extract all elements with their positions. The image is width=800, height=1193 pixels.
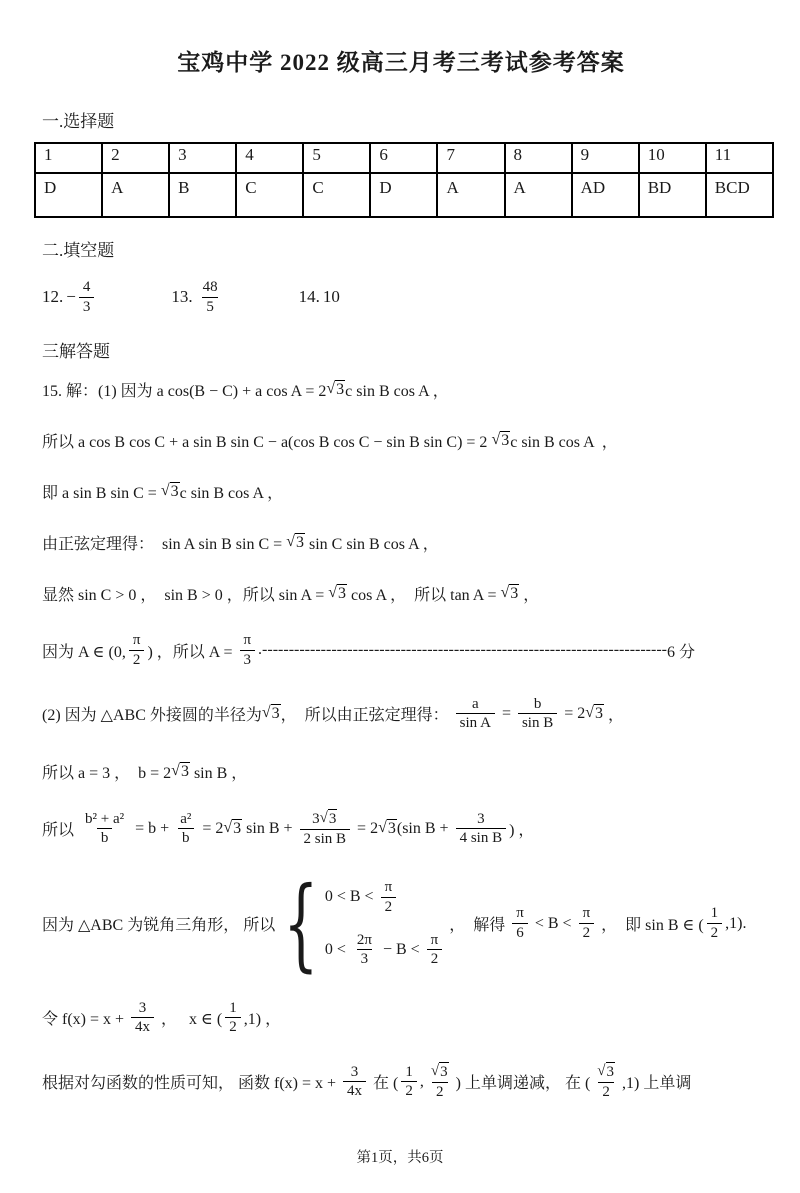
fraction-numerator [468, 695, 483, 714]
math-text: 2 [132, 651, 141, 668]
blank-value [196, 278, 225, 317]
square-root [501, 584, 520, 603]
fraction [518, 695, 557, 734]
blank-value [323, 287, 340, 307]
solution-line-12 [42, 1062, 760, 1102]
blank-answers-row [42, 271, 760, 323]
fraction-numerator [530, 695, 546, 714]
question-number-cell: 5 [303, 143, 370, 173]
math-text: = 2 [560, 704, 586, 722]
solution-line-1 [42, 376, 760, 402]
math-text: ---------------------------------------------------------------------------- [262, 641, 667, 659]
question-number-cell: 1 [35, 143, 102, 173]
math-text: 10 [322, 287, 340, 306]
square-root [378, 819, 397, 838]
fraction-numerator [79, 278, 95, 297]
question-number-cell: 10 [639, 143, 706, 173]
math-text: 所以 [42, 822, 79, 840]
math-text: − B < [378, 940, 424, 958]
radicand: 3 [501, 431, 510, 449]
radicand: 3 [271, 705, 280, 723]
question-number-cell: 9 [572, 143, 639, 173]
math-text: ) ， [509, 822, 535, 840]
fraction-numerator [347, 1063, 363, 1082]
math-text: 3 [243, 651, 251, 668]
math-text: 2 [436, 1083, 444, 1100]
math-text: = 2 [198, 819, 224, 837]
math-text: ) 上单调递减， 在 ( [455, 1075, 591, 1093]
fraction-denominator [202, 297, 218, 317]
answer-cell: C [303, 173, 370, 217]
math-text: 所以 a = 3 ， b = 2 [42, 764, 172, 782]
fraction-numerator [239, 631, 255, 650]
math-text: 由正弦定理得： sin A sin B sin C = [42, 535, 287, 553]
math-text: b [533, 695, 542, 712]
math-text: . [258, 641, 263, 659]
answer-cell: D [35, 173, 102, 217]
fraction [199, 278, 222, 317]
cases-row [325, 878, 445, 917]
square-root [431, 1062, 449, 1082]
math-text: sin C sin B cos A ， [304, 535, 439, 553]
answer-cell: A [437, 173, 504, 217]
cases-rows [325, 878, 445, 969]
math-text: 显然 sin C > 0 ， sin B > 0 ，所以 sin A = [42, 586, 329, 604]
square-root [597, 1062, 615, 1082]
radicand: 3 [338, 584, 347, 602]
math-text: ,1) 上单调 [622, 1075, 692, 1093]
math-text: 5 [206, 298, 214, 315]
fraction-denominator [512, 923, 528, 943]
question-number-cell: 7 [437, 143, 504, 173]
solution-line-5 [42, 580, 760, 606]
math-text: 2 [602, 1083, 610, 1100]
square-root [328, 584, 347, 603]
math-text: π [243, 632, 252, 648]
math-text: 根据对勾函数的性质可知， 函数 f(x) = x + [42, 1075, 341, 1093]
radical-sign: √ [171, 761, 180, 779]
math-text: ,1). [725, 914, 747, 932]
math-text: 3 [350, 1063, 359, 1080]
fraction-denominator [432, 1082, 448, 1102]
answer-cell: BD [639, 173, 706, 217]
math-text: 0 < [324, 940, 350, 958]
answer-cell: A [505, 173, 572, 217]
fraction [81, 810, 128, 849]
math-text: ， [519, 586, 540, 604]
fraction-denominator [456, 828, 507, 848]
fraction-numerator [473, 810, 489, 829]
math-text: 3 [312, 810, 320, 827]
radicand: 3 [336, 380, 345, 398]
radical-sign: √ [500, 583, 510, 601]
math-text: − [66, 287, 76, 306]
fraction [427, 1062, 453, 1102]
math-text: 2 [384, 898, 393, 915]
square-root [286, 533, 305, 552]
math-text: 2 [710, 925, 719, 941]
choice-answers-table [34, 142, 774, 218]
fraction-numerator [225, 999, 241, 1018]
fraction [707, 904, 723, 943]
math-text: a [471, 695, 479, 712]
math-text: < B < [530, 914, 576, 932]
solution-line-4 [42, 529, 760, 555]
question-number-cell: 3 [169, 143, 236, 173]
fraction [381, 878, 397, 917]
math-text: 4x [347, 1083, 363, 1100]
fraction-denominator [300, 829, 351, 849]
fraction-numerator [81, 810, 128, 829]
blank-label: 12. [42, 287, 64, 306]
math-text: b [100, 830, 109, 847]
radicand: 3 [295, 533, 304, 551]
math-text: 3 [360, 951, 369, 968]
math-text: sin B + [242, 819, 297, 837]
fraction-denominator [240, 650, 256, 670]
math-text: π [430, 931, 439, 948]
radical-sign: √ [326, 379, 336, 397]
answer-cell: A [102, 173, 169, 217]
math-text: 2π [356, 931, 372, 948]
math-text: = b + [131, 819, 174, 837]
math-text: c sin B cos A ， [510, 433, 618, 451]
solution-line-7 [42, 695, 760, 734]
math-text: 2 [229, 1019, 237, 1036]
math-text: π [582, 905, 591, 922]
math-text: 在 ( [369, 1075, 399, 1093]
fraction-denominator [357, 949, 373, 969]
fraction [512, 904, 528, 943]
fraction-denominator [129, 650, 145, 670]
math-text: 1 [405, 1063, 413, 1080]
fraction-denominator [598, 1082, 614, 1102]
math-text: 3 [477, 810, 485, 827]
fraction [79, 278, 95, 317]
square-root [223, 819, 242, 838]
solution-line-3 [42, 478, 760, 504]
math-text: sin B [521, 715, 554, 732]
fraction-numerator [135, 999, 151, 1018]
fraction [427, 931, 443, 970]
math-text: 48 [202, 278, 218, 295]
question-number-cell: 8 [505, 143, 572, 173]
answer-cell: AD [572, 173, 639, 217]
fraction [456, 810, 507, 849]
fraction [131, 999, 154, 1038]
fraction [300, 809, 351, 849]
math-text: 4 sin B [459, 830, 503, 847]
math-text: ， 即 sin B ∈ ( [597, 917, 704, 934]
radical-sign: √ [261, 704, 271, 722]
fraction-denominator [225, 1017, 241, 1037]
math-text: 因为 △ABC 为锐角三角形， 所以 [42, 917, 276, 934]
blank-answer-14 [299, 287, 340, 307]
math-text: b [182, 830, 190, 847]
square-root [171, 762, 190, 781]
fraction-denominator [381, 897, 397, 917]
square-root [326, 380, 345, 399]
math-text: b² + a² [85, 810, 125, 827]
math-text: (2) 因为 △ABC 外接圆的半径为 [42, 707, 262, 725]
fraction-numerator [427, 931, 443, 950]
square-root [320, 809, 338, 829]
fraction-numerator [579, 904, 595, 923]
fraction-numerator [308, 809, 341, 829]
math-text: 4 [82, 278, 91, 295]
square-root [585, 704, 604, 723]
fraction-numerator [381, 878, 397, 897]
question-number-cell: 6 [370, 143, 437, 173]
math-text: 2 [430, 951, 439, 968]
math-text: c sin B cos A ， [345, 382, 449, 400]
math-text: ， x ∈ ( [157, 1011, 223, 1029]
math-text: π [516, 905, 524, 922]
math-text: 令 f(x) = x + [42, 1011, 129, 1029]
fraction-numerator [427, 1062, 453, 1082]
fraction-numerator [129, 631, 145, 650]
fraction-denominator [97, 828, 113, 848]
fraction [456, 695, 495, 734]
page-number-footer: 第1页，共6页 [356, 1150, 444, 1166]
fraction [343, 1063, 366, 1102]
fraction-numerator [199, 278, 222, 297]
fraction [129, 631, 145, 670]
solution-line-8 [42, 758, 760, 784]
math-text: π [132, 632, 141, 648]
math-text: ， [604, 707, 625, 725]
radical-sign: √ [328, 583, 338, 601]
math-text: 0 < B < [324, 888, 378, 906]
fraction-numerator [707, 904, 723, 923]
answer-cell: C [236, 173, 303, 217]
section-heading-solutions: 三解答题 [42, 342, 110, 361]
fraction-denominator [79, 297, 95, 317]
section-heading-blanks: 二.填空题 [42, 241, 115, 260]
fraction-denominator [131, 1017, 154, 1037]
radicand: 3 [328, 811, 337, 827]
section-heading-choice: 一.选择题 [42, 112, 115, 131]
math-text: 3 [138, 999, 147, 1016]
fraction-denominator [707, 923, 723, 943]
math-text: ) ，所以 A = [147, 643, 237, 661]
radical-sign: √ [597, 1063, 606, 1079]
fraction [579, 904, 595, 943]
math-text: 2 sin B [303, 830, 347, 847]
math-text: 6 [516, 925, 524, 941]
blank-answer-13 [171, 278, 224, 317]
fraction-numerator [176, 810, 195, 829]
fraction-denominator [456, 713, 495, 733]
fraction [401, 1063, 417, 1102]
fraction-denominator [427, 949, 443, 969]
radical-sign: √ [378, 819, 387, 837]
fraction-denominator [579, 923, 595, 943]
radicand: 3 [233, 820, 242, 838]
math-text: ， 所以由正弦定理得： [280, 707, 453, 725]
math-text: ,1) ， [243, 1011, 282, 1029]
table-row-question-numbers [35, 143, 773, 173]
math-text: ， 解得 [449, 917, 510, 934]
math-text: = 2 [353, 819, 379, 837]
radicand: 3 [387, 820, 396, 838]
question-number-cell: 11 [706, 143, 773, 173]
page-title: 宝鸡中学 2022 级高三月考三考试参考答案 [177, 50, 625, 75]
fraction-denominator [178, 828, 194, 848]
radicand: 3 [510, 584, 519, 602]
blank-answer-12 [42, 278, 97, 317]
radical-sign: √ [286, 532, 295, 550]
table-row-answers [35, 173, 773, 217]
fraction-denominator [343, 1081, 366, 1101]
fraction [353, 931, 376, 970]
cases-row [325, 931, 445, 970]
math-text: cos A ， 所以 tan A = [347, 586, 501, 604]
radicand: 3 [440, 1064, 448, 1080]
math-text: = [497, 704, 515, 722]
math-text: 1 [229, 999, 237, 1016]
fraction-numerator [512, 904, 528, 923]
solution-block-q15 [42, 376, 760, 1102]
solution-line-9 [42, 809, 760, 849]
answer-cell: D [370, 173, 437, 217]
square-root [491, 431, 510, 450]
fraction-numerator [593, 1062, 619, 1082]
math-text: π [384, 879, 393, 895]
math-text: sin A [459, 715, 491, 732]
math-text: 1 [710, 905, 719, 922]
fraction-numerator [353, 931, 376, 950]
math-text: 即 a sin B sin C = [42, 484, 161, 502]
blank-value [66, 278, 97, 317]
fraction-denominator [518, 713, 557, 733]
radical-sign: √ [585, 704, 595, 722]
question-number-cell: 2 [102, 143, 169, 173]
radical-sign: √ [491, 430, 501, 448]
radical-sign: √ [319, 810, 328, 826]
math-text: a² [180, 810, 192, 827]
fraction [593, 1062, 619, 1102]
fraction-numerator [401, 1063, 417, 1082]
question-number-cell: 4 [236, 143, 303, 173]
fraction [225, 999, 241, 1038]
radical-sign: √ [430, 1063, 440, 1079]
math-text: 因为 A ∈ (0, [42, 643, 126, 661]
radicand: 3 [170, 482, 179, 500]
math-text: 3 [82, 298, 91, 315]
radical-sign: √ [223, 819, 233, 837]
cases-system [279, 864, 445, 982]
answer-cell: B [169, 173, 236, 217]
math-text: 15. 解：(1) 因为 a cos(B − C) + a cos A = 2 [42, 382, 327, 400]
solution-line-11 [42, 999, 760, 1038]
fraction [239, 631, 255, 670]
math-text: c sin B cos A ， [179, 484, 284, 502]
math-text: (sin B + [396, 819, 453, 837]
fraction [176, 810, 195, 849]
radicand: 3 [606, 1064, 615, 1080]
answer-cell: BCD [706, 173, 773, 217]
left-brace: { [283, 864, 319, 982]
math-text: 2 [405, 1083, 413, 1100]
fraction-denominator [401, 1081, 417, 1101]
square-root [161, 482, 180, 501]
math-text: 4x [135, 1019, 151, 1036]
radicand: 3 [180, 762, 189, 780]
math-text: 2 [582, 925, 591, 941]
solution-line-10 [42, 864, 760, 982]
math-text: , [419, 1072, 424, 1090]
solution-line-2 [42, 427, 760, 453]
square-root [262, 704, 281, 723]
radical-sign: √ [160, 481, 170, 499]
blank-label: 14. [298, 287, 320, 306]
radicand: 3 [595, 705, 604, 723]
math-text: 所以 a cos B cos C + a sin B sin C − a(cos B cos C − sin B sin C) = 2 [42, 433, 492, 451]
solution-line-6 [42, 631, 760, 670]
math-text: sin B ， [189, 764, 248, 782]
blank-label: 13. [171, 287, 193, 306]
math-text: 6 分 [666, 643, 695, 661]
